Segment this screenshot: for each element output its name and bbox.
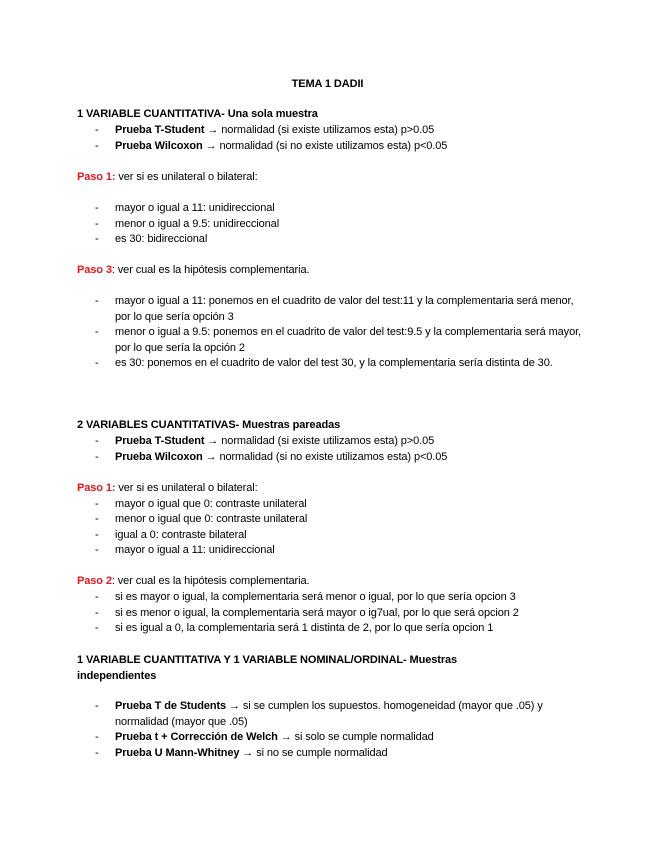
bullet-dash: - [95, 451, 99, 463]
section3-test-tstudents: Prueba T de Students → si se cumplen los supuestos. homogeneidad (mayor que .05) y normalidad (mayor que .05) [115, 700, 543, 728]
bullet-dash: - [95, 124, 99, 136]
list-item: menor o igual a 9.5: ponemos en el cuadrito de valor del test:9.5 y la complementaria será mayor, por lo que sería la opción 2 [115, 326, 582, 354]
bullet-dash: - [95, 202, 99, 214]
section3-test-mannwhitney: Prueba U Mann-Whitney → si no se cumple normalidad [115, 747, 388, 759]
list-item: mayor o igual a 11: ponemos en el cuadrito de valor del test:11 y la complementaria será menor, por lo que sería opción 3 [115, 295, 574, 323]
list-item: si es igual a 0, la complementaria será 1 distinta de 2, por lo que sería opcion 1 [115, 622, 494, 634]
document-title: TEMA 1 DADII [291, 78, 364, 90]
bullet-dash: - [95, 295, 99, 307]
bullet-dash: - [95, 700, 99, 712]
bullet-dash: - [95, 529, 99, 541]
bullet-dash: - [95, 218, 99, 230]
section2-paso2: Paso 2: ver cual es la hipótesis complementaria. [77, 575, 310, 587]
bullet-dash: - [95, 607, 99, 619]
list-item: menor o igual que 0: contraste unilateral [115, 513, 308, 525]
bullet-dash: - [95, 498, 99, 510]
bullet-dash: - [95, 326, 99, 338]
section3-test-welch: Prueba t + Corrección de Welch → si solo se cumple normalidad [115, 731, 434, 743]
bullet-dash: - [95, 591, 99, 603]
section2-heading: 2 VARIABLES CUANTITATIVAS- Muestras pareadas [77, 419, 341, 431]
bullet-dash: - [95, 747, 99, 759]
list-item: es 30: bidireccional [115, 233, 208, 245]
section2-test-tstudent: Prueba T-Student → normalidad (si existe utilizamos esta) p>0.05 [115, 435, 435, 447]
section2-paso1: Paso 1: ver si es unilateral o bilateral: [77, 482, 258, 494]
bullet-dash: - [95, 731, 99, 743]
list-item: menor o igual a 9.5: unidireccional [115, 218, 280, 230]
bullet-dash: - [95, 233, 99, 245]
section3-heading: 1 VARIABLE CUANTITATIVA Y 1 VARIABLE NOMINAL/ORDINAL- Muestras independientes [77, 654, 458, 682]
list-item: mayor o igual que 0: contraste unilateral [115, 498, 307, 510]
list-item: si es menor o igual, la complementaria será mayor o ig7ual, por lo que será opcion 2 [115, 607, 519, 619]
section1-test-wilcoxon: Prueba Wilcoxon → normalidad (si no existe utilizamos esta) p<0.05 [115, 140, 448, 152]
bullet-dash: - [95, 357, 99, 369]
list-item: igual a 0: contraste bilateral [115, 529, 247, 541]
list-item: es 30: ponemos en el cuadrito de valor del test 30, y la complementaria sería distinta de 30. [115, 357, 553, 369]
bullet-dash: - [95, 622, 99, 634]
list-item: si es mayor o igual, la complementaria será menor o igual, por lo que sería opcion 3 [115, 591, 516, 603]
section1-paso1: Paso 1: ver si es unilateral o bilateral: [77, 171, 258, 183]
bullet-dash: - [95, 140, 99, 152]
section1-test-tstudent: Prueba T-Student → normalidad (si existe utilizamos esta) p>0.05 [115, 124, 435, 136]
bullet-dash: - [95, 544, 99, 556]
list-item: mayor o igual a 11: unidireccional [115, 202, 275, 214]
section1-heading: 1 VARIABLE CUANTITATIVA- Una sola muestra [77, 108, 318, 120]
list-item: mayor o igual a 11: unidireccional [115, 544, 275, 556]
bullet-dash: - [95, 513, 99, 525]
section1-paso3: Paso 3: ver cual es la hipótesis complementaria. [77, 264, 310, 276]
section2-test-wilcoxon: Prueba Wilcoxon → normalidad (si no existe utilizamos esta) p<0.05 [115, 451, 448, 463]
bullet-dash: - [95, 435, 99, 447]
